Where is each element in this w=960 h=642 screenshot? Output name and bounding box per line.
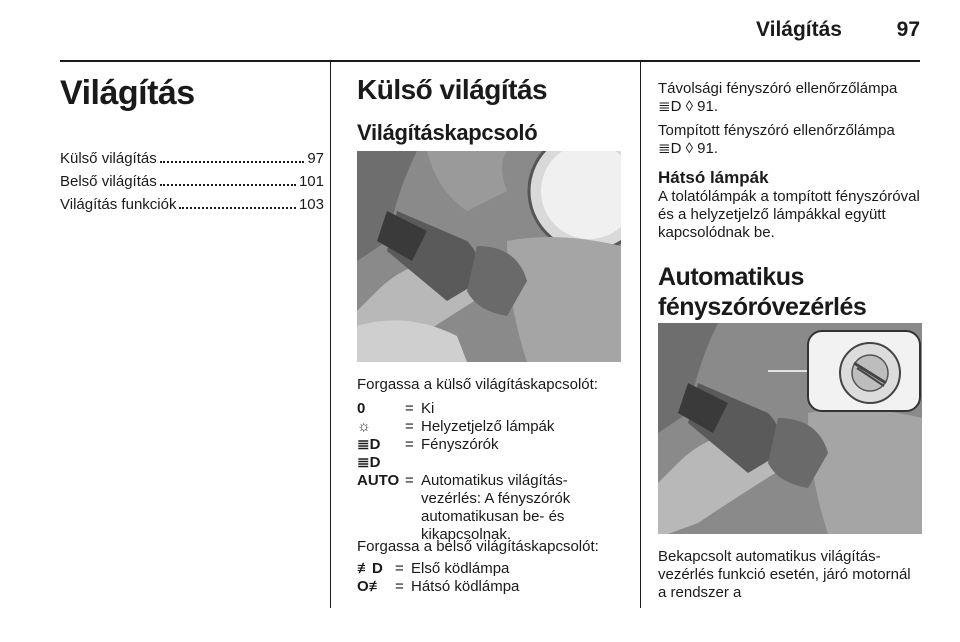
headlight-icon: ≣D ≣D xyxy=(357,436,381,471)
toc-dots xyxy=(179,207,296,209)
light-switch-illustration xyxy=(357,151,621,362)
legend-row xyxy=(357,578,627,596)
tail-lights-heading: Hátsó lámpák xyxy=(658,168,769,187)
page-header xyxy=(0,0,960,60)
legend-eq: = xyxy=(405,418,414,435)
toc-entry-page: 101 xyxy=(298,173,324,190)
toc-entry[interactable] xyxy=(60,196,324,219)
chapter-title: Világítás xyxy=(60,74,195,112)
outer-switch-intro: Forgassa a külső világításkapcsolót: xyxy=(357,376,598,393)
tail-lights-text: A tolatólámpák a tompított fényszóróval és a helyzetjelző lámpákkal együtt kapcsolódnak be. xyxy=(658,188,920,241)
light-switch-figure xyxy=(357,151,621,362)
toc-entry[interactable] xyxy=(60,150,324,173)
auto-light-text: Bekapcsolt automatikus világítás-vezérlés funkció esetén, járó motornál a rendszer a xyxy=(658,548,911,601)
low-beam-text: Tompított fényszóró ellenőrzőlámpa xyxy=(658,122,895,139)
auto-light-illustration xyxy=(658,323,922,534)
toc-entry-label: Belső világítás xyxy=(60,173,157,190)
legend-text: Helyzetjelző lámpák xyxy=(421,418,555,435)
legend-row xyxy=(357,560,627,578)
table-of-contents xyxy=(60,150,324,219)
legend-text: Ki xyxy=(421,400,435,417)
toc-entry-label: Külső világítás xyxy=(60,150,157,167)
legend-eq: = xyxy=(405,436,414,453)
header-title: Világítás xyxy=(756,18,842,41)
toc-entry-label: Világítás funkciók xyxy=(60,196,177,213)
legend-eq: = xyxy=(405,400,414,417)
auto-heading-line2: fényszóróvezérlés xyxy=(658,293,867,321)
inner-switch-legend xyxy=(357,560,627,596)
outer-switch-legend xyxy=(357,400,627,544)
legend-eq: = xyxy=(395,560,404,577)
column-divider-2 xyxy=(640,62,641,608)
legend-text: Automatikus világítás-vezérlés: A fényszórók automatikusan be- és kikapcsolnak. xyxy=(421,472,571,543)
rear-fog-light-icon: O≢ xyxy=(357,578,384,595)
off-symbol: 0 xyxy=(357,400,366,417)
legend-eq: = xyxy=(395,578,404,595)
exterior-lighting-column xyxy=(340,62,638,608)
auto-light-figure xyxy=(658,323,922,534)
legend-eq: = xyxy=(405,472,414,489)
toc-entry[interactable] xyxy=(60,173,324,196)
legend-row xyxy=(357,436,627,472)
legend-text: Első ködlámpa xyxy=(411,560,510,577)
parking-light-icon: ☼ xyxy=(357,418,371,435)
low-beam-ref[interactable]: ≣D ◊ 91. xyxy=(658,140,718,157)
front-fog-light-icon: ≢D xyxy=(357,560,383,577)
legend-row xyxy=(357,472,627,544)
toc-dots xyxy=(160,161,305,163)
right-column xyxy=(652,62,922,608)
toc-entry-page: 103 xyxy=(298,196,324,213)
header-page-number: 97 xyxy=(896,18,920,41)
auto-heading-line1: Automatikus xyxy=(658,263,804,291)
auto-symbol: AUTO xyxy=(357,472,400,489)
inner-switch-intro: Forgassa a belső világításkapcsolót: xyxy=(357,538,599,555)
column-divider-1 xyxy=(330,62,331,608)
section-subtitle: Világításkapcsoló xyxy=(357,120,538,145)
legend-text: Fényszórók xyxy=(421,436,499,453)
chapter-column xyxy=(60,62,326,608)
legend-row xyxy=(357,400,627,418)
legend-row xyxy=(357,418,627,436)
toc-dots xyxy=(160,184,296,186)
high-beam-text: Távolsági fényszóró ellenőrzőlámpa xyxy=(658,80,898,97)
high-beam-ref[interactable]: ≣D ◊ 91. xyxy=(658,98,718,115)
legend-text: Hátsó ködlámpa xyxy=(411,578,520,595)
section-title: Külső világítás xyxy=(357,74,548,105)
toc-entry-page: 97 xyxy=(307,150,324,167)
